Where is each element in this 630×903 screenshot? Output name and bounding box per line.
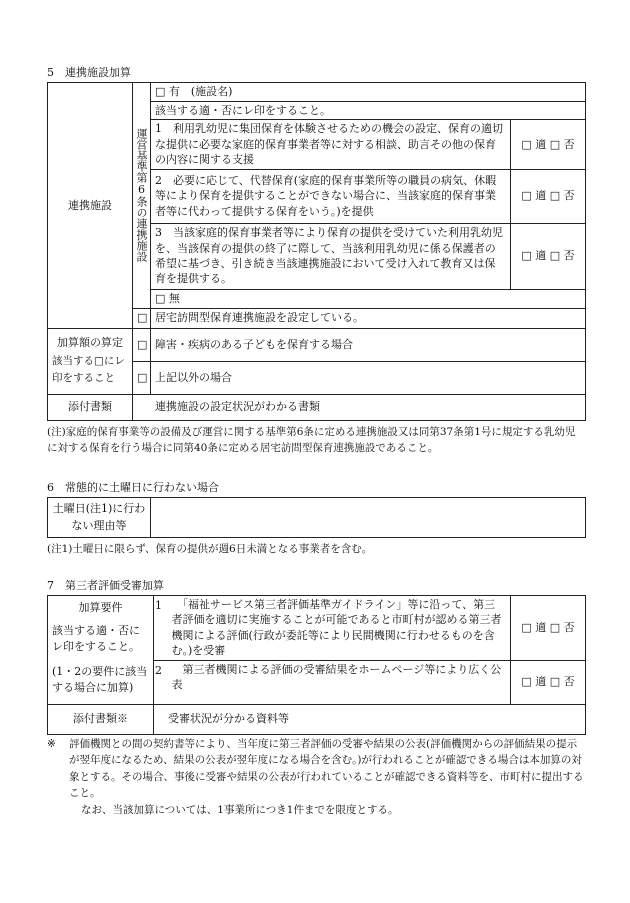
calc-label xyxy=(48,328,133,394)
calc-option2-text: 上記以外の場合 xyxy=(151,361,586,394)
facility-label: 連携施設 xyxy=(48,83,133,329)
item-3-text: 3 当該家庭的保育事業者等により保育の提供を受けていた利用乳幼児を、当該保育の提供の終了に際して、当該利用乳幼児に係る保護者の希望に基づき、引き続き当該連携施設において受け入れて教育又は保育を提供する。 xyxy=(151,223,511,289)
section6-table xyxy=(47,497,586,538)
req-label-instruction: 該当する適・否にレ印をすること。 xyxy=(52,624,140,653)
item-2-text: 2 必要に応じて、代替保育(家庭的保育事業所等の職員の病気、休暇等により保育を提供することができない場合に、当該家庭的保育事業者等に代わって提供する保育をいう。)を提供 xyxy=(151,169,511,223)
section6-note: (注1)土曜日に限らず、保育の提供が週6日未満となる事業者を含む。 xyxy=(47,543,373,555)
s7-attach-text: 受審状況が分かる資料等 xyxy=(154,704,586,734)
s7-attach-label: 添付書類※ xyxy=(48,704,154,734)
section7-note1: 評価機関との間の契約書等により、当年度に第三者評価の受審や結果の公表(評価機関からの評価結果の提示が翌年度になるため、結果の公表が翌年度になる場合を含む。)が行われることが確認できる場合は本加算の対象とする。その場合、事後に受審や結果の公表が行われていることが確認できる資料等を、市町村に提出すること。 xyxy=(69,738,584,799)
req-item-2-num: 2 xyxy=(154,660,168,704)
req-item-1-text: 「福祉サービス第三者評価基準ガイドライン」等に沿って、第三者評価を適切に実施することが可能であると市町村が認める第三者機関による評価(行政が委託等により民間機関に行わせるものを含む。)を受審 xyxy=(168,596,511,661)
note-mark: ※ xyxy=(47,738,56,750)
no-facility-line[interactable]: □ 無 xyxy=(151,289,586,308)
req-item-2-text: 第三者機関による評価の受審結果をホームページ等により広く公表 xyxy=(168,660,511,704)
calc-label-instruction: 該当する□にレ印をすること xyxy=(52,354,125,385)
yes-facility-line[interactable]: □ 有 (施設名) xyxy=(151,83,586,102)
calc-option1-text: 障害・疾病のある子どもを保育する場合 xyxy=(151,328,586,361)
section6-heading: 6 常態的に土曜日に行わない場合 xyxy=(47,481,219,494)
req-label-title: 加算要件 xyxy=(78,601,123,614)
section7-heading: 7 第三者評価受審加算 xyxy=(47,579,164,592)
calc-label-title: 加算額の算定 xyxy=(57,335,123,349)
item-2-check[interactable]: □ 適 □ 否 xyxy=(511,169,586,223)
attach-text: 連携施設の設定状況がわかる書類 xyxy=(133,394,586,420)
home-visit-text: 居宅訪問型保育連携施設を設定している。 xyxy=(151,308,586,328)
calc-option2-checkbox[interactable]: □ xyxy=(133,361,151,394)
req-item-1-check[interactable]: □ 適 □ 否 xyxy=(511,596,586,661)
attach-label: 添付書類 xyxy=(48,394,133,420)
saturday-label: 土曜日(注1)に行わない理由等 xyxy=(48,498,151,538)
req-item-2-check[interactable]: □ 適 □ 否 xyxy=(511,660,586,704)
vertical-label: 運営基準第6条の連携施設 xyxy=(133,83,151,309)
section7-note xyxy=(47,736,585,818)
instruction: 該当する適・否にレ印をすること。 xyxy=(151,102,586,120)
req-label xyxy=(48,596,154,705)
item-1-check[interactable]: □ 適 □ 否 xyxy=(511,120,586,169)
section5-note-text: (注)家庭的保育事業等の設備及び運営に関する基準第6条に定める連携施設又は同第37条第1号に規定する乳幼児に対する保育を行う場合に同第40条に定める居宅訪問型保育連携施設であること。 xyxy=(47,426,576,455)
calc-option1-checkbox[interactable]: □ xyxy=(133,328,151,361)
home-visit-checkbox[interactable]: □ xyxy=(133,308,151,328)
req-label-condition: (1・2の要件に該当する場合に加算) xyxy=(52,665,148,694)
section5-note xyxy=(47,424,585,457)
section7-note2: なお、当該加算については、1事業所につき1件までを限度とする。 xyxy=(81,804,399,817)
section5-heading: 5 連携施設加算 xyxy=(47,66,131,79)
req-item-1-num: 1 xyxy=(154,596,168,661)
item-1-text: 1 利用乳幼児に集団保育を体験させるための機会の設定、保育の適切な提供に必要な家庭的保育事業者等に対する相談、助言その他の保育の内容に関する支援 xyxy=(151,120,511,169)
saturday-reason-field[interactable] xyxy=(151,498,586,538)
item-3-check[interactable]: □ 適 □ 否 xyxy=(511,223,586,289)
section5-table xyxy=(47,82,586,421)
section7-table xyxy=(47,595,586,735)
